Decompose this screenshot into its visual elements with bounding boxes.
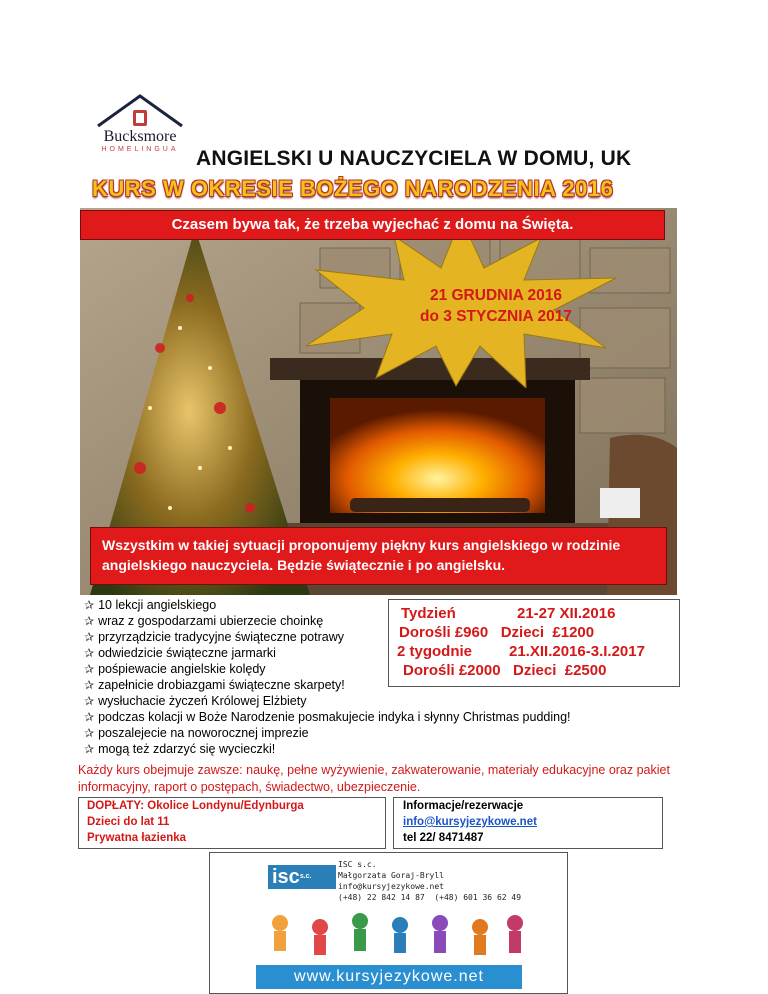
star-icon: ✰ bbox=[84, 726, 95, 740]
list-item: ✰ podczas kolacji w Boże Narodzenie posmakujecie indyka i słynny Christmas pudding! bbox=[84, 710, 571, 724]
website-url[interactable]: www.kursyjezykowe.net bbox=[256, 965, 522, 989]
star-icon: ✰ bbox=[84, 598, 95, 612]
page-heading: ANGIELSKI U NAUCZYCIELA W DOMU, UK bbox=[196, 147, 632, 170]
list-item: ✰ wraz z gospodarzami ubierzecie choinkę bbox=[84, 614, 324, 628]
offer-banner-text: Wszystkim w takiej sytuacji proponujemy piękny kurs angielskiego w rodzinie angielskiego nauczyciela. Będzie świątecznie i po angielsku. bbox=[102, 537, 621, 573]
list-item: ✰ pośpiewacie angielskie kolędy bbox=[84, 662, 266, 676]
week1-prices: Dorośli £960 Dzieci £1200 bbox=[399, 624, 595, 641]
contact-box bbox=[393, 797, 663, 849]
intro-banner: Czasem bywa tak, że trzeba wyjechać z domu na Święta. bbox=[80, 210, 665, 240]
contact-phone: tel 22/ 8471487 bbox=[403, 832, 484, 844]
star-icon: ✰ bbox=[84, 614, 95, 628]
list-item: ✰ wysłuchacie życzeń Królowej Elżbiety bbox=[84, 694, 307, 708]
price-box bbox=[388, 599, 680, 687]
star-icon: ✰ bbox=[84, 678, 95, 692]
surcharges-box bbox=[78, 797, 386, 849]
star-icon: ✰ bbox=[84, 710, 95, 724]
course-title: KURS W OKRESIE BOŻEGO NARODZENIA 2016 bbox=[92, 176, 614, 201]
surcharge-line: Dzieci do lat 11 bbox=[87, 816, 170, 828]
logo-name: Bucksmore bbox=[103, 128, 177, 145]
star-icon: ✰ bbox=[84, 662, 95, 676]
surcharge-line: Prywatna łazienka bbox=[87, 832, 187, 844]
list-item: ✰ mogą też zdarzyć się wycieczki! bbox=[84, 742, 276, 756]
list-item: ✰ przyrządzicie tradycyjne świąteczne potrawy bbox=[84, 630, 344, 644]
email-link[interactable]: info@kursyjezykowe.net bbox=[403, 816, 537, 828]
week1-label: Tydzień bbox=[401, 605, 456, 622]
date-start: 21 GRUDNIA 2016 bbox=[429, 287, 563, 304]
star-icon: ✰ bbox=[84, 630, 95, 644]
date-end: do 3 STYCZNIA 2017 bbox=[420, 308, 572, 325]
offer-banner bbox=[90, 527, 667, 585]
list-item: ✰ odwiedzicie świąteczne jarmarki bbox=[84, 646, 276, 660]
star-icon: ✰ bbox=[84, 742, 95, 756]
contact-title: Informacje/rezerwacje bbox=[403, 800, 524, 812]
isc-contact-lines: ISC s.c. Małgorzata Goraj-Bryll info@kursyjezykowe.net (+48) 22 842 14 87 (+48) 601 36 62 49 bbox=[338, 860, 522, 902]
list-item: ✰ 10 lekcji angielskiego bbox=[84, 598, 217, 612]
isc-card bbox=[209, 852, 568, 994]
course-includes: Każdy kurs obejmuje zawsze: naukę, pełne wyżywienie, zakwaterowanie, materiały edukacyjne oraz pakiet informacyjny, raport o postępach, świadectwo, ubezpieczenie. bbox=[78, 763, 670, 794]
week2-label: 2 tygodnie bbox=[397, 643, 473, 660]
star-icon: ✰ bbox=[84, 646, 95, 660]
bucksmore-logo bbox=[92, 92, 188, 158]
star-icon: ✰ bbox=[84, 694, 95, 708]
week1-dates: 21-27 XII.2016 bbox=[517, 605, 616, 622]
house-icon bbox=[92, 92, 188, 132]
list-item: ✰ poszalejecie na noworocznej imprezie bbox=[84, 726, 309, 740]
week2-dates: 21.XII.2016-3.I.2017 bbox=[509, 643, 645, 660]
logo-subtitle: HOMELINGUA bbox=[101, 146, 179, 153]
surcharge-line: DOPŁATY: Okolice Londynu/Edynburga bbox=[87, 800, 304, 812]
isc-logo: isc$^{s.c.}$ bbox=[268, 865, 336, 889]
course-dates bbox=[376, 285, 616, 327]
week2-prices: Dorośli £2000 Dzieci £2500 bbox=[403, 662, 607, 679]
list-item: ✰ zapełnicie drobiazgami świąteczne skarpety! bbox=[84, 678, 345, 692]
